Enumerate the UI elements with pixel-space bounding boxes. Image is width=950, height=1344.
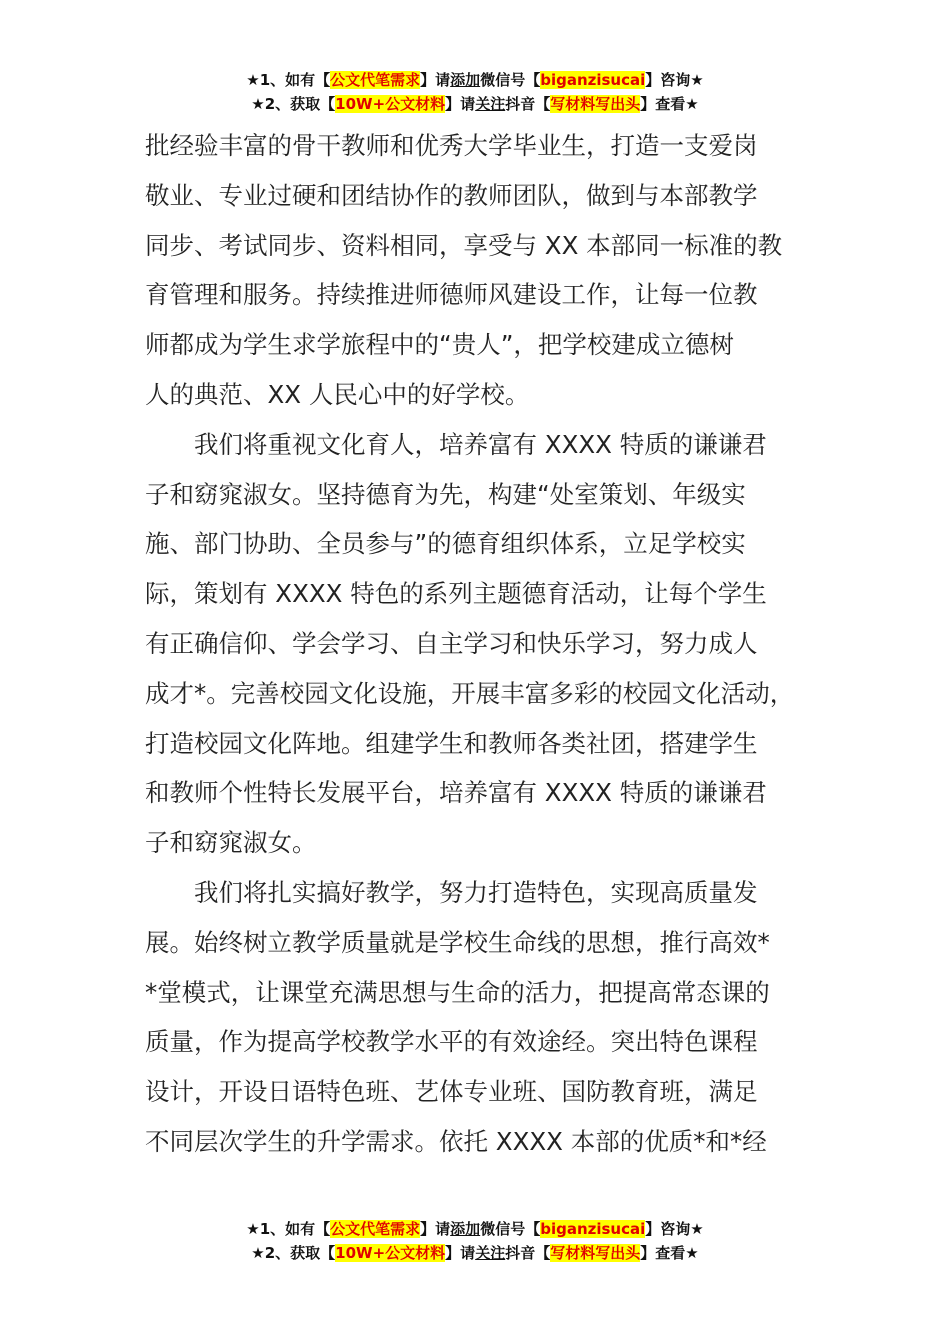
underlined-text: 关注	[475, 1244, 506, 1262]
text-line: 有正确信仰、学会学习、自主学习和快乐学习，努力成人	[145, 628, 758, 658]
highlight-text: biganzisucai	[540, 71, 646, 89]
text-line: 质量，作为提高学校教学水平的有效途经。突出特色课程	[145, 1027, 758, 1057]
paragraph-first-line: 我们将扎实搞好教学，努力打造特色，实现高质量发	[194, 877, 758, 907]
star-icon: ★	[251, 95, 265, 113]
text-line: 施、部门协助、全员参与”的德育组织体系，立足学校实	[145, 529, 746, 559]
banner-line-2: ★2、获取【10W+公文材料】请关注抖音【写材料写出头】查看★	[251, 95, 699, 113]
star-icon: ★	[685, 1244, 699, 1262]
bottom-banner	[0, 1217, 950, 1265]
star-icon: ★	[246, 71, 260, 89]
text-line: 成才*。完善校园文化设施，开展丰富多彩的校园文化活动，	[145, 678, 795, 708]
highlight-text: 公文代笔需求	[330, 1220, 421, 1238]
text-line: 师都成为学生求学旅程中的“贵人”，把学校建成立德树	[145, 330, 734, 360]
highlight-text: 写材料写出头	[550, 95, 641, 113]
underlined-text: 关注	[475, 95, 506, 113]
underlined-text: 添加	[450, 1220, 481, 1238]
text-line: 同步、考试同步、资料相同，享受与 XX 本部同一标准的教	[145, 230, 783, 260]
text-line: 打造校园文化阵地。组建学生和教师各类社团，搭建学生	[145, 728, 758, 758]
text-line: 子和窈窕淑女。	[145, 828, 317, 858]
text-line: *堂模式，让课堂充满思想与生命的活力，把提高常态课的	[145, 977, 770, 1007]
highlight-text: 公文代笔需求	[330, 71, 421, 89]
text-line: 际，策划有 XXXX 特色的系列主题德育活动，让每个学生	[145, 579, 767, 609]
text-line: 敬业、专业过硬和团结协作的教师团队，做到与本部教学	[145, 180, 758, 210]
top-banner	[0, 68, 950, 116]
text-line: 设计，开设日语特色班、艺体专业班、国防教育班，满足	[145, 1077, 758, 1107]
star-icon: ★	[251, 1244, 265, 1262]
star-icon: ★	[685, 95, 699, 113]
highlight-text: biganzisucai	[540, 1220, 646, 1238]
star-icon: ★	[690, 1220, 704, 1238]
paragraph-first-line: 我们将重视文化育人，培养富有 XXXX 特质的谦谦君	[194, 429, 767, 459]
highlight-text: 10W+公文材料	[335, 1244, 446, 1262]
underlined-text: 添加	[450, 71, 481, 89]
highlight-text: 10W+公文材料	[335, 95, 446, 113]
text-line: 批经验丰富的骨干教师和优秀大学毕业生，打造一支爱岗	[145, 131, 758, 160]
text-line: 育管理和服务。持续推进师德师风建设工作，让每一位教	[145, 280, 758, 310]
banner-line-1: ★1、如有【公文代笔需求】请添加微信号【biganzisucai】咨询★	[246, 71, 704, 89]
text-line: 人的典范、XX 人民心中的好学校。	[145, 379, 530, 409]
text-line: 和教师个性特长发展平台，培养富有 XXXX 特质的谦谦君	[145, 778, 767, 808]
document-body	[145, 121, 845, 1167]
star-icon: ★	[690, 71, 704, 89]
banner-line-2: ★2、获取【10W+公文材料】请关注抖音【写材料写出头】查看★	[251, 1244, 699, 1262]
text-line: 不同层次学生的升学需求。依托 XXXX 本部的优质*和*经	[145, 1126, 767, 1156]
highlight-text: 写材料写出头	[550, 1244, 641, 1262]
banner-line-1: ★1、如有【公文代笔需求】请添加微信号【biganzisucai】咨询★	[246, 1220, 704, 1238]
text-line: 展。始终树立教学质量就是学校生命线的思想，推行高效*	[145, 927, 770, 957]
star-icon: ★	[246, 1220, 260, 1238]
text-line: 子和窈窕淑女。坚持德育为先，构建“处室策划、年级实	[145, 479, 746, 509]
